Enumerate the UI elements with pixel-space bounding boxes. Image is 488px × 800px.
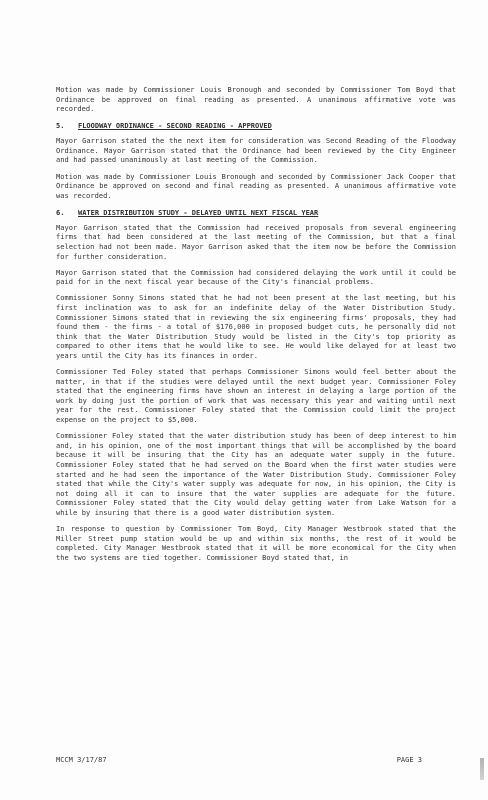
water-paragraph-2: Mayor Garrison stated that the Commission had considered delaying the work until it could be paid for in the next fiscal year because of the City's financial problems.: [56, 268, 456, 287]
minutes-body: [56, 86, 456, 570]
footer-page-number: PAGE 3: [396, 756, 422, 764]
footer-date: MCCM 3/17/87: [56, 756, 107, 764]
water-paragraph-4: Commissioner Ted Foley stated that perhaps Commissioner Simons would feel better about the matter, in that if the studies were delayed until the next budget year. Commissioner Foley stated that the engineering firms have shown an interest in delaying a large portion of the work by doing just the portion of work that was necessary this year and waiting until next year for the rest. Commissioner Foley stated that the Commission could limit the project expense on the project to $5,000.: [56, 368, 456, 425]
scan-edge-mark: [480, 758, 484, 780]
section-number: 5.: [56, 122, 65, 131]
section-number: 6.: [56, 208, 65, 217]
floodway-paragraph-1: Mayor Garrison stated the the next item for consideration was Second Reading of the Floodway Ordinance. Mayor Garrison stated that the Ordinance had been reviewed by the City Engineer and had passed unanimously at last meeting of the Commission.: [56, 137, 456, 165]
section-title: FLOODWAY ORDINANCE - SECOND READING - APPROVED: [78, 122, 272, 131]
water-paragraph-1: Mayor Garrison stated that the Commission had received proposals from several engineering firms that had been considered at the last meeting of the Commission, but that a final selection had not been made. Mayor Garrison asked that the item now be before the Commission for further consideration.: [56, 223, 456, 261]
section-heading-floodway: [56, 121, 456, 131]
water-paragraph-6: In response to question by Commissioner Tom Boyd, City Manager Westbrook stated that the Miller Street pump station would be up and within six months, the rest of it would be completed. City Manager Westbrook stated that it will be more economical for the City when the two systems are tied together. Commissioner Boyd stated that, in: [56, 524, 456, 562]
motion-paragraph: Motion was made by Commissioner Louis Bronough and seconded by Commissioner Tom Boyd that Ordinance be approved on final reading as presented. A unanimous affirmative vote was recorded.: [56, 86, 456, 114]
floodway-paragraph-2: Motion was made by Commissioner Louis Bronough and seconded by Commissioner Jack Cooper that Ordinance be approved on second and final reading as presented. A unanimous affirmative vote was recorded.: [56, 172, 456, 200]
water-paragraph-3: Commissioner Sonny Simons stated that he had not been present at the last meeting, but his first inclination was to ask for an indefinite delay of the Water Distribution Study. Commissioner Simons stated that in reviewing the six engineering firms' proposals, they had found them - the firms - a total of $176,000 in proposed budget cuts, he personally did not think that the Water Distribution Study would be listed in the City's top priority as compared to other items that he would like to see. He would like delayed for at least two years until the City has its finances in order.: [56, 294, 456, 360]
section-title: WATER DISTRIBUTION STUDY - DELAYED UNTIL NEXT FISCAL YEAR: [78, 208, 319, 217]
water-paragraph-5: Commissioner Foley stated that the water distribution study has been of deep interest to him and, in his opinion, one of the most important things that will be accomplished by the board because it will be insuring that the City has an adequate water supply in the future. Commissioner Foley stated that he had served on the Board when the first water studies were started and he had seen the importance of the Water Distribution Study. Commissioner Foley stated that while the City's water supply was adequate for now, in his opinion, the City is not doing all it can to insure that the water supplies are adequate for the future. Commissioner Foley stated that the City would delay getting water from Lake Watson for a while by insuring that there is a good water distribution system.: [56, 432, 456, 517]
section-heading-water-study: [56, 208, 456, 218]
